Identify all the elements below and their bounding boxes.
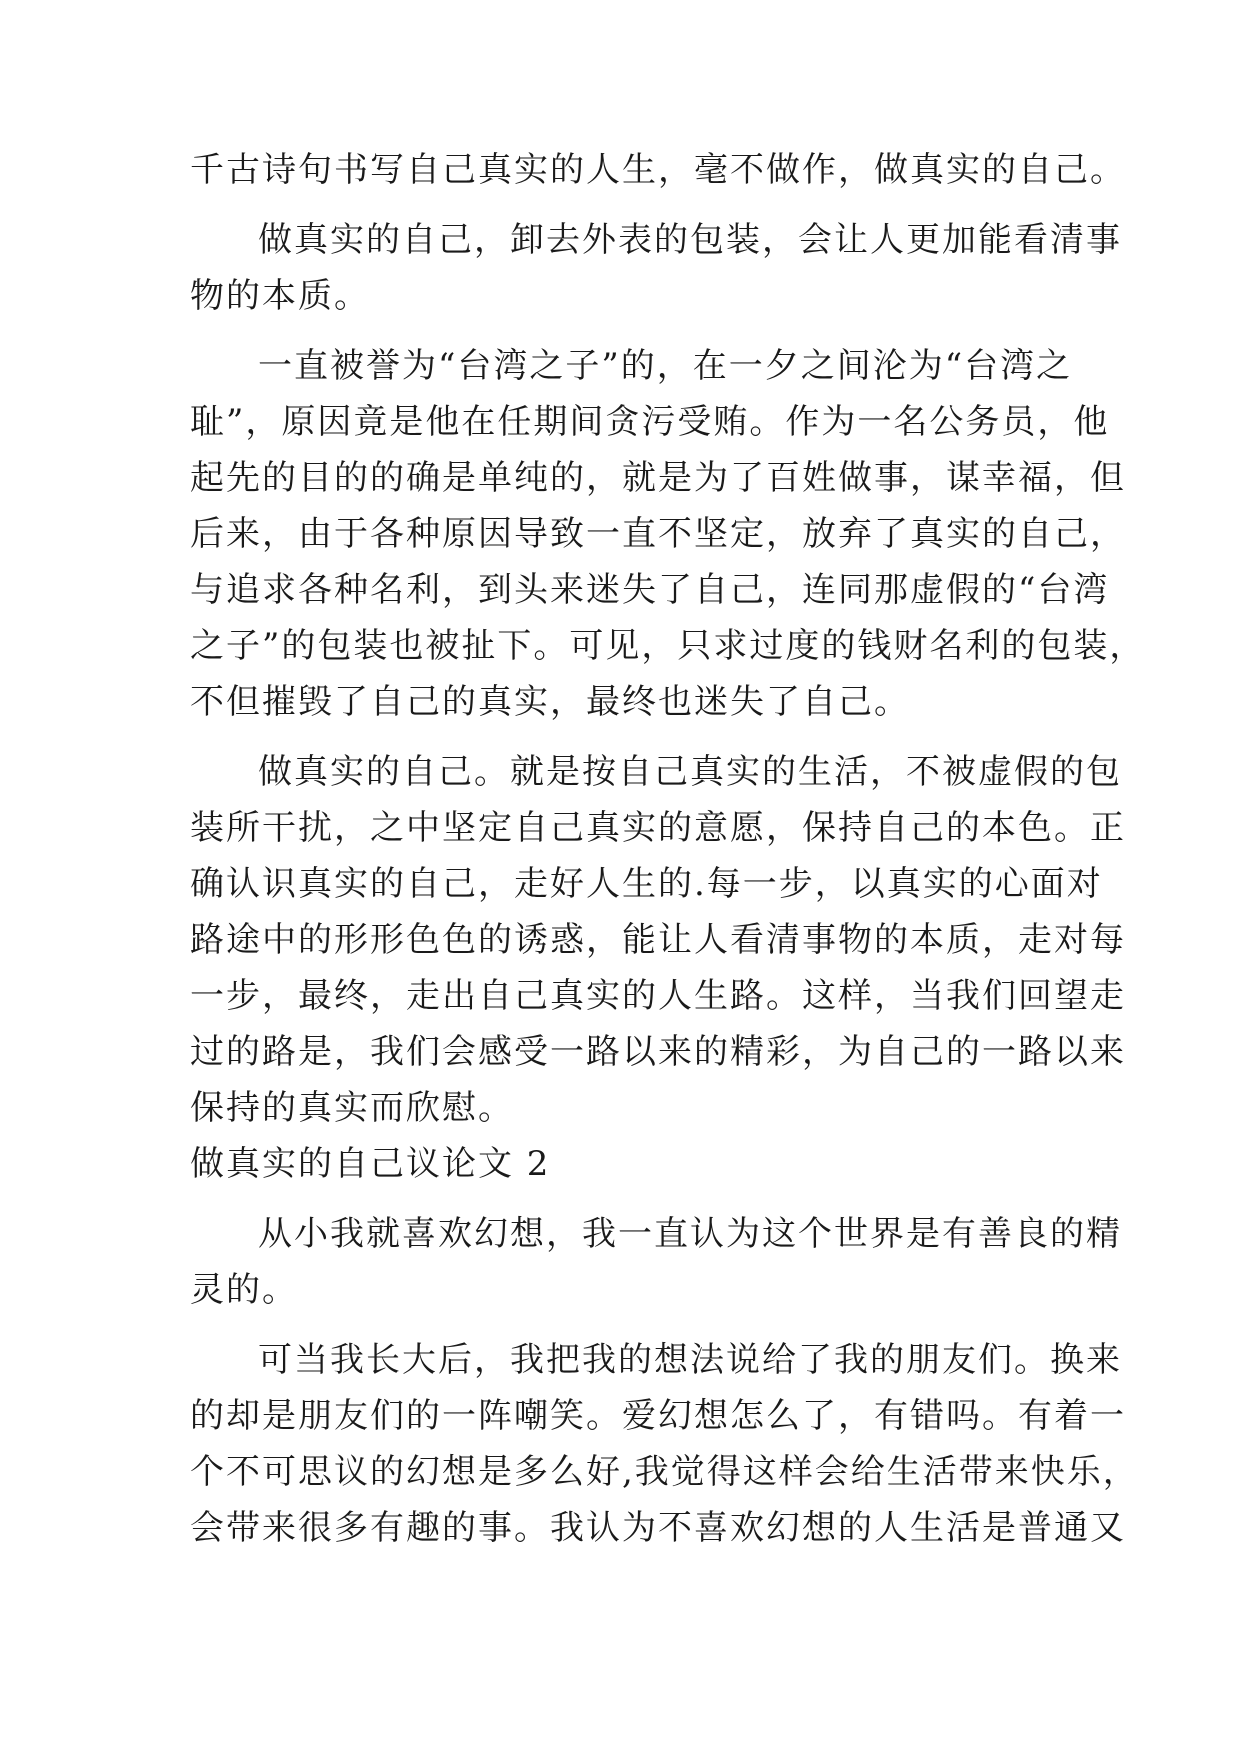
text-line: 千古诗句书写自己真实的人生，毫不做作，做真实的自己。 — [190, 150, 1126, 190]
text-line: 后来，由于各种原因导致一直不坚定，放弃了真实的自己， — [190, 514, 1126, 554]
text-line: 确认识真实的自己，走好人生的.每一步，以真实的心面对 — [190, 864, 1103, 904]
text-line: 灵的。 — [190, 1270, 298, 1310]
text-line: 耻”，原因竟是他在任期间贪污受贿。作为一名公务员，他 — [190, 402, 1110, 442]
text-line: 物的本质。 — [190, 276, 370, 316]
paragraph-start-line: 可当我长大后，我把我的想法说给了我的朋友们。换来 — [258, 1340, 1122, 1380]
text-line: 的却是朋友们的一阵嘲笑。爱幻想怎么了，有错吗。有着一 — [190, 1396, 1126, 1436]
text-line: 会带来很多有趣的事。我认为不喜欢幻想的人生活是普通又 — [190, 1508, 1126, 1548]
text-line: 路途中的形形色色的诱惑，能让人看清事物的本质，走对每 — [190, 920, 1126, 960]
paragraph-start-line: 从小我就喜欢幻想，我一直认为这个世界是有善良的精 — [258, 1214, 1122, 1254]
paragraph-start-line: 做真实的自己。就是按自己真实的生活，不被虚假的包 — [258, 752, 1122, 792]
text-line: 过的路是，我们会感受一路以来的精彩，为自己的一路以来 — [190, 1032, 1126, 1072]
text-line: 保持的真实而欣慰。 — [190, 1088, 514, 1128]
paragraph-start-line: 做真实的自己，卸去外表的包装，会让人更加能看清事 — [258, 220, 1122, 260]
section-heading: 做真实的自己议论文 2 — [190, 1144, 551, 1184]
text-line: 之子”的包装也被扯下。可见，只求过度的钱财名利的包装， — [190, 626, 1146, 666]
text-line: 装所干扰，之中坚定自己真实的意愿，保持自己的本色。正 — [190, 808, 1126, 848]
text-line: 一步，最终，走出自己真实的人生路。这样，当我们回望走 — [190, 976, 1126, 1016]
text-line: 个不可思议的幻想是多么好,我觉得这样会给生活带来快乐， — [190, 1452, 1139, 1492]
paragraph-start-line: 一直被誉为“台湾之子”的，在一夕之间沦为“台湾之 — [258, 346, 1073, 386]
text-line: 不但摧毁了自己的真实，最终也迷失了自己。 — [190, 682, 910, 722]
text-line: 起先的目的的确是单纯的，就是为了百姓做事，谋幸福，但 — [190, 458, 1126, 498]
text-line: 与追求各种名利，到头来迷失了自己，连同那虚假的“台湾 — [190, 570, 1110, 610]
